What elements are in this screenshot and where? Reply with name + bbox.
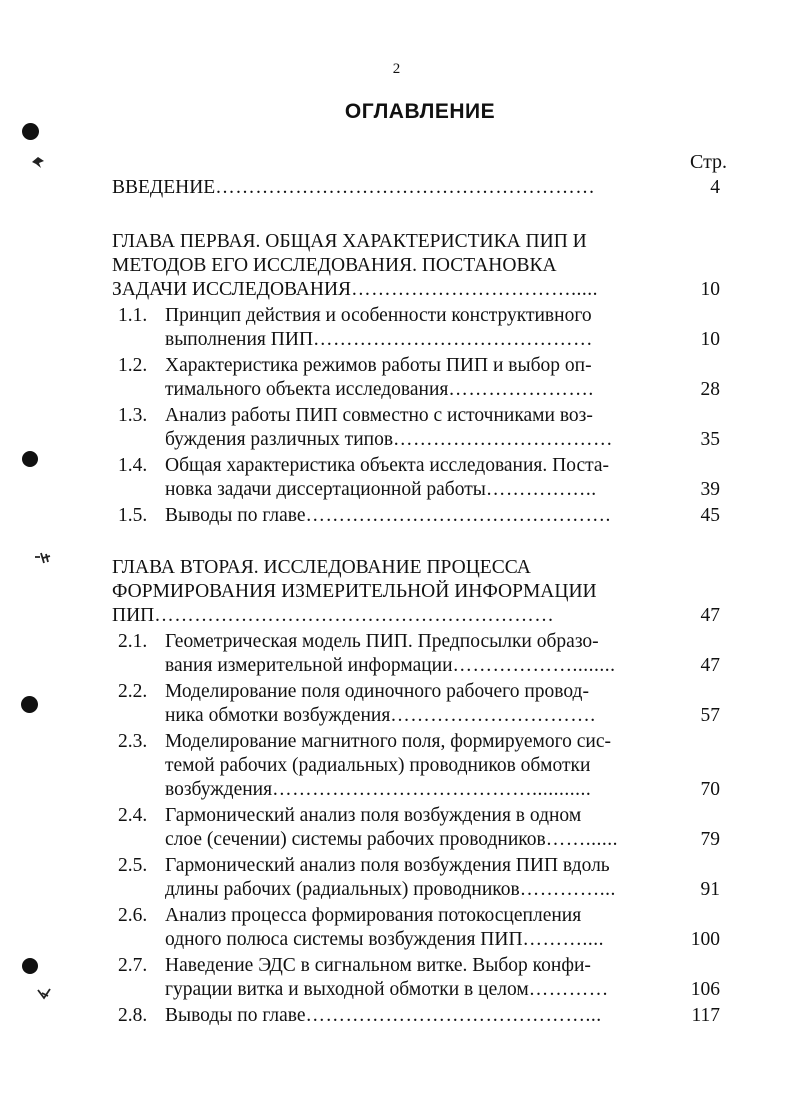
toc-page: 106: [690, 979, 720, 1000]
section-line: Анализ работы ПИП совместно с источниками воз-: [165, 405, 593, 426]
page-column-label: Стр.: [690, 151, 728, 173]
punch-hole-mark: [22, 451, 38, 467]
leader-dots: ………………........: [452, 655, 616, 676]
toc-entry-text: возбуждения: [165, 779, 273, 800]
toc-entry-text: ПИП: [112, 605, 155, 626]
leader-dots: …………: [528, 979, 609, 1000]
section-number: 2.2.: [118, 681, 148, 702]
section-line: [165, 878, 616, 902]
leader-dots: ……………………………………………………: [154, 605, 555, 626]
toc-page: 47: [700, 605, 720, 626]
scan-speck-icon: [30, 155, 46, 169]
toc-entry-text: слое (сечении) системы рабочих проводников: [165, 829, 546, 850]
leader-dots: ………………………….: [390, 705, 596, 726]
section-line: [165, 778, 591, 802]
punch-hole-mark: [22, 123, 39, 140]
toc-page: 10: [700, 279, 720, 300]
chapter-title-line: МЕТОДОВ ЕГО ИССЛЕДОВАНИЯ. ПОСТАНОВКА: [112, 255, 557, 276]
section-line: [165, 1004, 602, 1028]
section-line: Моделирование магнитного поля, формируемого сис-: [165, 731, 611, 752]
toc-page: 91: [700, 879, 720, 900]
section-line: [165, 328, 593, 352]
toc-entry-text: ВВЕДЕНИЕ: [112, 177, 216, 198]
leader-dots: …………………………………………………: [215, 177, 596, 198]
section-line: [165, 978, 609, 1002]
scan-speck-icon: [34, 551, 52, 565]
toc-entry-text: одного полюса системы возбуждения ПИП: [165, 929, 523, 950]
punch-hole-mark: [21, 696, 38, 713]
leader-dots: ……......: [545, 829, 618, 850]
section-line: [165, 478, 597, 502]
section-line: Геометрическая модель ПИП. Предпосылки образо-: [165, 631, 599, 652]
section-line: Моделирование поля одиночного рабочего провод-: [165, 681, 589, 702]
toc-page: 45: [700, 505, 720, 526]
toc-page: 28: [700, 379, 720, 400]
toc-entry-text: новка задачи диссертационной работы: [165, 479, 486, 500]
section-number: 2.3.: [118, 731, 148, 752]
page-number: 2: [392, 61, 401, 77]
toc-page: 79: [700, 829, 720, 850]
toc-entry-text: буждения различных типов: [165, 429, 394, 450]
section-number: 2.1.: [118, 631, 148, 652]
toc-entry-text: гурации витка и выходной обмотки в целом: [165, 979, 529, 1000]
toc-page: 4: [710, 177, 720, 198]
section-line: [165, 428, 613, 452]
chapter-title-line: ГЛАВА ВТОРАЯ. ИССЛЕДОВАНИЕ ПРОЦЕССА: [112, 557, 531, 578]
toc-entry-intro: [112, 176, 595, 200]
section-line: Принцип действия и особенности конструктивного: [165, 305, 592, 326]
leader-dots: ……………………………………...: [305, 1005, 602, 1026]
section-number: 2.5.: [118, 855, 148, 876]
leader-dots: ………………….: [448, 379, 594, 400]
toc-page: 35: [700, 429, 720, 450]
punch-hole-mark: [22, 958, 38, 974]
section-number: 2.7.: [118, 955, 148, 976]
toc-entry-text: вания измерительной информации: [165, 655, 453, 676]
toc-page: 100: [690, 929, 720, 950]
leader-dots: …………………………….....: [351, 279, 598, 300]
chapter-title-line: ФОРМИРОВАНИЯ ИЗМЕРИТЕЛЬНОЙ ИНФОРМАЦИИ: [112, 581, 597, 602]
toc-entry-text: тимального объекта исследования: [165, 379, 449, 400]
toc-entry-text: ЗАДАЧИ ИССЛЕДОВАНИЯ: [112, 279, 352, 300]
toc-page: 70: [700, 779, 720, 800]
toc-entry-text: Выводы по главе: [165, 1005, 306, 1026]
page-title: ОГЛАВЛЕНИЕ: [344, 100, 496, 123]
leader-dots: ……………………………………….: [305, 505, 611, 526]
section-line: Наведение ЭДС в сигнальном витке. Выбор конфи-: [165, 955, 591, 976]
section-number: 1.2.: [118, 355, 148, 376]
chapter-title-line: [112, 604, 554, 628]
toc-page: 117: [691, 1005, 720, 1026]
leader-dots: ………....: [522, 929, 605, 950]
section-line: темой рабочих (радиальных) проводников обмотки: [165, 755, 591, 776]
section-line: Анализ процесса формирования потокосцепления: [165, 905, 582, 926]
section-number: 1.4.: [118, 455, 148, 476]
section-number: 1.3.: [118, 405, 148, 426]
section-line: Гармонический анализ поля возбуждения в одном: [165, 805, 582, 826]
leader-dots: ……………………………………: [313, 329, 594, 350]
scan-speck-icon: [36, 987, 52, 1001]
section-line: [165, 828, 618, 852]
section-number: 2.8.: [118, 1005, 148, 1026]
leader-dots: ……………..: [485, 479, 597, 500]
leader-dots: …………………………………...........: [272, 779, 592, 800]
section-line: [165, 504, 611, 528]
chapter-title-line: [112, 278, 598, 302]
section-line: [165, 928, 604, 952]
section-line: [165, 654, 616, 678]
toc-entry-text: Выводы по главе: [165, 505, 306, 526]
section-line: Характеристика режимов работы ПИП и выбор оп-: [165, 355, 592, 376]
section-line: [165, 378, 594, 402]
leader-dots: ……………………………: [393, 429, 614, 450]
chapter-title-line: ГЛАВА ПЕРВАЯ. ОБЩАЯ ХАРАКТЕРИСТИКА ПИП И: [112, 231, 587, 252]
toc-page: 57: [700, 705, 720, 726]
toc-entry-text: ника обмотки возбуждения: [165, 705, 391, 726]
toc-page: 39: [700, 479, 720, 500]
toc-page: 10: [700, 329, 720, 350]
toc-entry-text: выполнения ПИП: [165, 329, 314, 350]
section-line: Общая характеристика объекта исследования. Поста-: [165, 455, 610, 476]
toc-page: 47: [700, 655, 720, 676]
section-number: 1.1.: [118, 305, 148, 326]
section-number: 2.6.: [118, 905, 148, 926]
section-line: [165, 704, 596, 728]
section-number: 1.5.: [118, 505, 148, 526]
toc-entry-text: длины рабочих (радиальных) проводников: [165, 879, 520, 900]
section-line: Гармонический анализ поля возбуждения ПИП вдоль: [165, 855, 610, 876]
leader-dots: …………...: [519, 879, 616, 900]
section-number: 2.4.: [118, 805, 148, 826]
